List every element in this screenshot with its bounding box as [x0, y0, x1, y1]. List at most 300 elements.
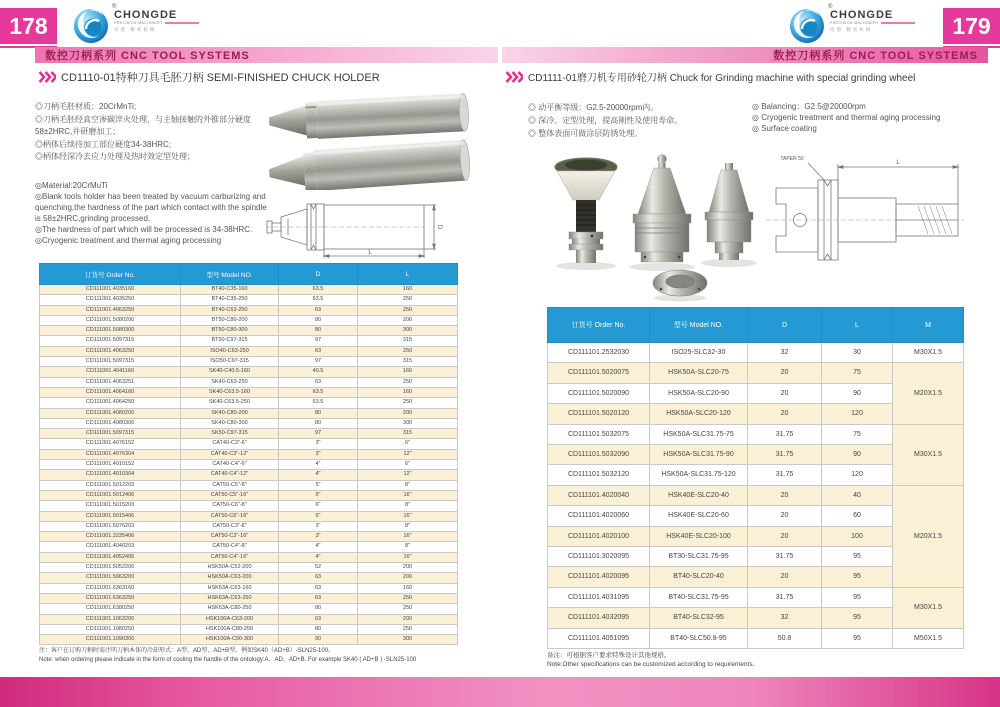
table-cell: CD111001.5012203	[40, 480, 181, 490]
table-cell: 5"	[279, 490, 358, 500]
dim-label-l: L	[368, 250, 372, 256]
table-cell: CD111001.4063251	[40, 377, 181, 387]
table-row	[548, 424, 964, 444]
table-cell: 63	[279, 593, 358, 603]
table-cell: 80	[279, 408, 358, 418]
table-cell: CD111101.2532030	[548, 343, 650, 363]
table-cell: 250	[358, 593, 458, 603]
table-row	[40, 439, 458, 449]
table-row	[40, 377, 458, 387]
table-header-row	[548, 308, 964, 343]
table-cell: 80	[279, 326, 358, 336]
table-cell: 32	[748, 608, 822, 628]
table-cell-m: M20X1.5	[893, 485, 964, 587]
table-row	[40, 460, 458, 470]
table-row	[40, 285, 458, 295]
table-cell: 31.75	[748, 465, 822, 485]
section-title-right	[505, 69, 915, 84]
table-cell-m: M30X1.5	[893, 587, 964, 628]
table-row	[548, 587, 964, 607]
table-cell: CD111001.4010304	[40, 470, 181, 480]
table-row	[548, 343, 964, 363]
table-cell: BT40-C35-160	[181, 285, 279, 295]
page-number-left: 178	[0, 8, 57, 44]
table-cell: CD111001.6363160	[40, 583, 181, 593]
table-cell: 8"	[358, 480, 458, 490]
table-cell: 6"	[358, 460, 458, 470]
table-cell: 63	[279, 583, 358, 593]
table-cell: CAT50-C5"-8"	[181, 480, 279, 490]
table-cell: 250	[358, 398, 458, 408]
table-cell: 5"	[279, 480, 358, 490]
table-cell: 90	[822, 445, 893, 465]
bullet-item: ◎ Balancing：G2.5@20000rpm	[752, 102, 866, 111]
bullet-item: ◎柄体后续待加工部位硬度34-38HRC;	[35, 139, 172, 149]
table-cell: CD111001.4035250	[40, 295, 181, 305]
table-cell: HSK63A-C80-250	[181, 604, 279, 614]
table-cell: CD111101.4051095	[548, 628, 650, 648]
table-cell: CD111001.5076203	[40, 521, 181, 531]
table-cell: CAT50-C5"-16"	[181, 490, 279, 500]
logo-text	[830, 4, 915, 33]
table-cell: 160	[358, 367, 458, 377]
table-cell-m: M50X1.5	[893, 628, 964, 648]
table-cell: CD111001.4076304	[40, 449, 181, 459]
brand-name-cn: 崇德 精密机械	[114, 27, 157, 32]
table-row	[40, 387, 458, 397]
technical-drawing-right	[766, 150, 964, 290]
table-cell: 16"	[358, 511, 458, 521]
bullet-item: ◎ 整体表面可做涂层防锈处理。	[528, 129, 643, 138]
footer-bar	[0, 677, 1000, 707]
column-header: D	[748, 308, 822, 343]
table-cell: CD111001.3235406	[40, 532, 181, 542]
table-row	[40, 449, 458, 459]
table-row	[40, 635, 458, 645]
table-row	[40, 552, 458, 562]
brand-name-cn: 崇德 精密机械	[830, 27, 873, 32]
table-cell: CD111101.4020100	[548, 526, 650, 546]
table-cell: CD111001.4063250	[40, 305, 181, 315]
table-cell: 75	[822, 424, 893, 444]
table-cell-m: M20X1.5	[893, 363, 964, 424]
column-header: 型号 Model NO.	[650, 308, 748, 343]
table-cell: CAT40-C4"-12"	[181, 470, 279, 480]
table-cell: 95	[822, 567, 893, 587]
table-cell: 8"	[358, 501, 458, 511]
table-cell: 63.5	[279, 387, 358, 397]
table-cell: 95	[822, 547, 893, 567]
table-cell: 16"	[358, 552, 458, 562]
table-cell: SK40-C80-200	[181, 408, 279, 418]
table-cell: HSK63A-C63-160	[181, 583, 279, 593]
table-cell: HSK63A-C63-250	[181, 593, 279, 603]
table-cell: SK40-C40.5-160	[181, 367, 279, 377]
column-header: 订货号 Order No.	[40, 264, 181, 285]
table-cell: 4"	[279, 542, 358, 552]
table-cell: CD111001.4052406	[40, 552, 181, 562]
table-cell: 20	[748, 404, 822, 424]
table-cell: 6"	[279, 501, 358, 511]
table-cell: 250	[358, 295, 458, 305]
table-cell: HSK50A-SLC31.75-120	[650, 465, 748, 485]
table-cell: 12"	[358, 449, 458, 459]
table-cell: CAT50-C3"-8"	[181, 521, 279, 531]
table-cell: 12"	[358, 470, 458, 480]
table-row	[548, 628, 964, 648]
table-row	[40, 532, 458, 542]
table-cell: CD111001.4080200	[40, 408, 181, 418]
table-cell: 63.5	[279, 285, 358, 295]
globe-icon	[788, 7, 826, 45]
table-row	[40, 480, 458, 490]
table-cell: BT40-SLC32-95	[650, 608, 748, 628]
table-row	[548, 363, 964, 383]
table-cell: CAT50-C4"-8"	[181, 542, 279, 552]
table-cell: 4"	[279, 470, 358, 480]
logo-text	[114, 4, 199, 33]
table-row	[40, 593, 458, 603]
table-cell: BT40-SLC31.75-95	[650, 587, 748, 607]
table-cell: 250	[358, 377, 458, 387]
table-row	[40, 346, 458, 356]
table-cell: 30	[822, 343, 893, 363]
bullet-list-en-right	[752, 101, 984, 134]
table-row	[40, 511, 458, 521]
registered-mark: ®	[828, 4, 833, 10]
table-cell: 250	[358, 604, 458, 614]
column-header: 型号 Model NO.	[181, 264, 279, 285]
table-cell: HSK100A-C90-300	[181, 635, 279, 645]
table-cell: 20	[748, 506, 822, 526]
section-title-left	[38, 69, 380, 85]
table-cell: 3"	[279, 439, 358, 449]
footnote-cn: 备注：可根据客户要求特殊设计其他规格。	[547, 652, 671, 659]
table-cell: 90	[279, 635, 358, 645]
bullet-item: ◎ Surface coating	[752, 124, 817, 133]
table-cell: 97	[279, 336, 358, 346]
column-header: M	[893, 308, 964, 343]
brand-dash	[881, 22, 915, 24]
table-cell: 75	[822, 363, 893, 383]
table-row	[40, 418, 458, 428]
table-cell: 300	[358, 635, 458, 645]
table-cell: BT40-C35-250	[181, 295, 279, 305]
table-cell: CD111101.5020090	[548, 383, 650, 403]
table-cell: 315	[358, 429, 458, 439]
table-cell: 16"	[358, 490, 458, 500]
table-cell: 3"	[279, 521, 358, 531]
technical-drawing-left	[266, 192, 454, 260]
table-cell: 200	[358, 573, 458, 583]
table-cell: 100	[822, 526, 893, 546]
table-row	[548, 485, 964, 505]
table-cell: 97	[279, 357, 358, 367]
table-cell: SK50-C97-315	[181, 429, 279, 439]
table-row	[40, 542, 458, 552]
table-cell: CD111001.5097315	[40, 357, 181, 367]
table-cell: HSK50A-C63-200	[181, 573, 279, 583]
table-cell: 20	[748, 485, 822, 505]
table-cell: CAT50-C6"-8"	[181, 501, 279, 511]
table-cell: 80	[279, 418, 358, 428]
table-cell: 20	[748, 567, 822, 587]
table-cell: CD111001.5015406	[40, 511, 181, 521]
table-cell: 20	[748, 363, 822, 383]
table-cell: BT50-C97-315	[181, 336, 279, 346]
table-header-row	[40, 264, 458, 285]
table-cell: 4"	[279, 460, 358, 470]
brand-subtitle: PRECISION MACHINERY	[830, 21, 915, 26]
table-cell: ISO25-SLC32-30	[650, 343, 748, 363]
table-row	[40, 604, 458, 614]
table-cell: CD111101.4032095	[548, 608, 650, 628]
table-cell: CD111001.4010152	[40, 460, 181, 470]
table-cell: 4"	[279, 552, 358, 562]
table-cell: 160	[358, 285, 458, 295]
table-cell-m: M30X1.5	[893, 343, 964, 363]
table-cell: CD111001.1090300	[40, 635, 181, 645]
order-table-left	[39, 263, 458, 645]
taper-label: TAPER 50	[780, 156, 804, 162]
table-cell: CD111001.4064160	[40, 387, 181, 397]
table-cell: 200	[358, 315, 458, 325]
table-cell: BT40-SLC20-40	[650, 567, 748, 587]
table-cell: 31.75	[748, 424, 822, 444]
table-cell: CD111001.6363250	[40, 593, 181, 603]
table-cell: 200	[358, 563, 458, 573]
column-header: L	[358, 264, 458, 285]
bullet-item: ◎Blank tools holder has been treated by vacuum carburizing and quenching,the hardness of the part which contact with the spindle is 58±2HRC,grinding processed.	[35, 192, 267, 223]
table-row	[40, 583, 458, 593]
table-cell: 200	[358, 408, 458, 418]
column-header: L	[822, 308, 893, 343]
table-cell: CD111101.4020060	[548, 506, 650, 526]
bullet-item: ◎ 动平衡等级：G2.5-20000rpm内。	[528, 103, 659, 112]
table-cell: CAT50-C6"-16"	[181, 511, 279, 521]
table-cell: 63	[279, 305, 358, 315]
order-table-right	[547, 307, 964, 649]
table-cell: 80	[279, 624, 358, 634]
table-cell: 8"	[358, 521, 458, 531]
table-cell: CD111001.5080200	[40, 315, 181, 325]
table-cell: CD111001.4035160	[40, 285, 181, 295]
registered-mark: ®	[112, 4, 117, 10]
table-row	[40, 305, 458, 315]
table-cell: 40.5	[279, 367, 358, 377]
footnote-left	[39, 647, 484, 664]
brand-name: CHONGDE	[830, 9, 894, 21]
table-cell: HSK50A-SLC20-120	[650, 404, 748, 424]
table-row	[40, 367, 458, 377]
bullet-item: ◎刀柄毛胚材质：20CrMnTi;	[35, 102, 137, 111]
table-cell: 20	[748, 526, 822, 546]
table-row	[40, 357, 458, 367]
table-cell: CD111001.5063200	[40, 573, 181, 583]
table-cell: HSK50A-SLC31.75-75	[650, 424, 748, 444]
brand-name: CHONGDE	[114, 9, 178, 21]
table-cell: BT50-C80-300	[181, 326, 279, 336]
table-cell: 95	[822, 587, 893, 607]
table-cell: 63	[279, 614, 358, 624]
bullet-item: ◎ 深冷、定型处理，提高刚性及使用寿命。	[528, 116, 683, 125]
table-cell: 250	[358, 624, 458, 634]
table-cell: CD111001.4063250	[40, 346, 181, 356]
table-cell: CD111001.4041160	[40, 367, 181, 377]
table-cell: 315	[358, 357, 458, 367]
table-row	[40, 315, 458, 325]
table-cell: HSK50A-SLC20-90	[650, 383, 748, 403]
table-cell: 20	[748, 383, 822, 403]
bullet-item: ◎Cryogenic treatment and thermal aging processing	[35, 236, 222, 245]
table-cell: HSK50A-SLC31.75-90	[650, 445, 748, 465]
section-title-text: CD1110-01特种刀具毛胚刀柄 SEMI-FINISHED CHUCK HOLDER	[61, 72, 380, 84]
globe-icon	[72, 7, 110, 45]
table-cell: CD111001.4040203	[40, 542, 181, 552]
bullet-list-cn-left	[35, 101, 269, 164]
table-cell: 95	[822, 628, 893, 648]
table-cell: HSK40E-SLC20-40	[650, 485, 748, 505]
table-cell: 300	[358, 418, 458, 428]
footnote-en: Note:Other specifications can be customized according to requirements.	[547, 661, 755, 668]
table-cell: BT50-C80-200	[181, 315, 279, 325]
table-row	[40, 563, 458, 573]
bullet-item: ◎The hardness of part which will be processed is 34-38HRC.	[35, 225, 253, 234]
table-cell: HSK100A-C63-200	[181, 614, 279, 624]
table-cell: BT40-SLC50.8-95	[650, 628, 748, 648]
table-cell: CD111001.5097315	[40, 336, 181, 346]
table-cell: BT30-SLC31.75-95	[650, 547, 748, 567]
table-cell: 200	[358, 614, 458, 624]
dim-label-d: D	[436, 224, 442, 230]
table-row	[40, 408, 458, 418]
table-cell: CD111101.5032120	[548, 465, 650, 485]
table-cell: 31.75	[748, 547, 822, 567]
table-cell: 6"	[358, 439, 458, 449]
table-cell: HSK40E-SLC20-100	[650, 526, 748, 546]
table-cell: CD111101.4020040	[548, 485, 650, 505]
table-row	[40, 573, 458, 583]
chevron-right-icon	[38, 71, 56, 83]
table-cell: 250	[358, 346, 458, 356]
table-cell: 90	[822, 383, 893, 403]
table-cell: CD111001.4064250	[40, 398, 181, 408]
table-cell: 120	[822, 404, 893, 424]
page-number-right: 179	[943, 8, 1000, 44]
column-header: D	[279, 264, 358, 285]
table-cell: 3"	[279, 449, 358, 459]
table-cell: CAT50-C4"-16"	[181, 552, 279, 562]
table-cell: CD111101.5032090	[548, 445, 650, 465]
grinding-chuck-photo	[545, 150, 765, 302]
table-row	[40, 429, 458, 439]
table-cell: SK40-C63.5-250	[181, 398, 279, 408]
brand-dash	[165, 22, 199, 24]
section-title-text: CD1111-01磨刀机专用砂轮刀柄 Chuck for Grinding machine with special grinding wheel	[528, 73, 916, 84]
table-cell: SK40-C63.5-160	[181, 387, 279, 397]
footnote-right	[547, 651, 967, 669]
table-row	[40, 614, 458, 624]
table-cell: 250	[358, 305, 458, 315]
table-cell: CD111001.1063200	[40, 614, 181, 624]
table-cell: 97	[279, 429, 358, 439]
table-row	[40, 336, 458, 346]
table-cell: 315	[358, 336, 458, 346]
table-cell: CD111101.4031095	[548, 587, 650, 607]
table-cell: 32	[748, 343, 822, 363]
table-cell: 80	[279, 604, 358, 614]
bullet-list-cn-right	[528, 101, 756, 140]
table-cell: CD111001.4080300	[40, 418, 181, 428]
table-cell: CD111101.3020095	[548, 547, 650, 567]
table-cell: HSK100A-C80-250	[181, 624, 279, 634]
table-cell: 300	[358, 326, 458, 336]
table-row	[40, 295, 458, 305]
bullet-item: ◎ Cryogenic treatment and thermal aging processing	[752, 113, 941, 122]
table-cell: 160	[358, 387, 458, 397]
table-cell: CD111101.4020095	[548, 567, 650, 587]
table-cell: CD111001.5097315	[40, 429, 181, 439]
table-cell: 6"	[279, 511, 358, 521]
brand-logo-left	[72, 4, 199, 48]
table-cell: CD111001.4076152	[40, 439, 181, 449]
table-row	[40, 501, 458, 511]
table-cell: CAT50-C3"-16"	[181, 532, 279, 542]
table-cell: 8"	[358, 542, 458, 552]
table-row	[40, 490, 458, 500]
table-row	[40, 470, 458, 480]
table-cell: HSK50A-SLC20-75	[650, 363, 748, 383]
table-cell: 63.5	[279, 295, 358, 305]
table-cell: 31.75	[748, 445, 822, 465]
table-cell: SK40-C80-300	[181, 418, 279, 428]
series-bar-left: 数控刀柄系列 CNC TOOL SYSTEMS	[35, 47, 498, 63]
table-row	[40, 521, 458, 531]
chevron-right-icon	[505, 71, 523, 83]
table-cell: CAT40-C3"-12"	[181, 449, 279, 459]
bullet-item: ◎Material:20CrMuTi	[35, 181, 108, 190]
table-cell: CD111001.5012406	[40, 490, 181, 500]
table-cell: 16"	[358, 532, 458, 542]
series-bar-right: 数控刀柄系列 CNC TOOL SYSTEMS	[502, 47, 988, 63]
chuck-holder-photo	[266, 88, 480, 190]
table-cell: 160	[358, 583, 458, 593]
footnote-en: Note: when ordering please indicate in the form of cooling the handle of the ontology:A、AD、AD+B. For example SK40 ( AD+B ) -SLN25-100	[39, 656, 417, 663]
table-cell: 80	[279, 315, 358, 325]
table-cell: 95	[822, 608, 893, 628]
bullet-list-en-left	[35, 180, 269, 246]
table-cell: CD111001.6380250	[40, 604, 181, 614]
table-cell: HSK50A-C52-200	[181, 563, 279, 573]
table-cell: 63	[279, 346, 358, 356]
table-cell: CD111001.5015203	[40, 501, 181, 511]
table-cell: CD111001.5052200	[40, 563, 181, 573]
table-cell: SK40-C63-250	[181, 377, 279, 387]
table-cell: CD111101.5020120	[548, 404, 650, 424]
table-cell: 31.75	[748, 587, 822, 607]
table-row	[40, 624, 458, 634]
table-cell: 120	[822, 465, 893, 485]
table-cell: 3"	[279, 532, 358, 542]
column-header: 订货号 Order No.	[548, 308, 650, 343]
table-cell: CD111101.5020075	[548, 363, 650, 383]
table-cell: 63.5	[279, 398, 358, 408]
table-row	[40, 326, 458, 336]
table-cell: 52	[279, 563, 358, 573]
table-cell: 63	[279, 377, 358, 387]
bullet-item: ◎刀柄毛胚经真空渗碳淬火处理，与主轴接触的外锥部分硬度58±2HRC,并研磨加工；	[35, 114, 251, 136]
footnote-cn: 注：客户在订购刀柄时需注明刀柄本体的冷却形式：A型、AD型、AD+B型。例如SK40（AD+B）-SLN25-100。	[39, 648, 335, 654]
